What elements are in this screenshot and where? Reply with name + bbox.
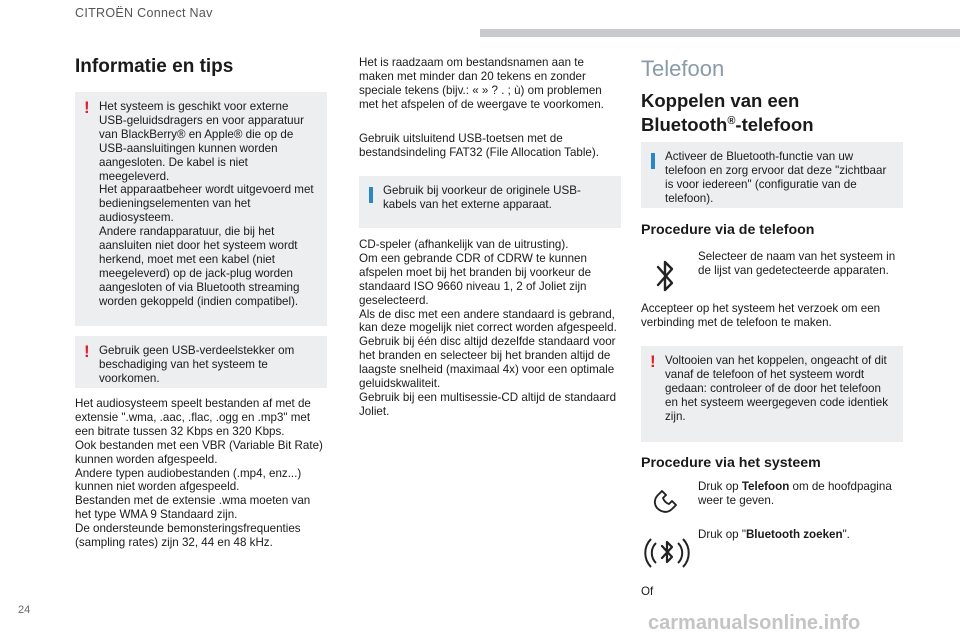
bluetooth-icon (648, 256, 682, 301)
heading-line-2: Bluetooth®-telefoon (641, 114, 814, 136)
warning-box-pairing (641, 346, 903, 442)
select-system-text: Selecteer de naam van het systeem in de lijst van gedetecteerde apparaten. (698, 250, 896, 277)
filename-advice-text: Het is raadzaam om bestandsnamen aan te maken met minder dan 20 tekens en zonder speciale tekens (bijv.: « » ? . ; ù) om problemen met het afspelen of de weergave te voorkomen. (359, 56, 604, 111)
info-icon (369, 187, 373, 203)
warning-text-splitter: Gebruik geen USB-verdeelstekker om beschadiging van het systeem te voorkomen. (99, 344, 295, 385)
page-title: Informatie en tips (75, 56, 234, 77)
warning-text-pairing: Voltooien van het koppelen, ongeacht of dit vanaf de telefoon of het systeem wordt gedaan: controleer of de door het telefoon en het systeem weergegeven code identiek zijn. (665, 354, 888, 423)
step-press-telefoon: Druk op Telefoon om de hoofdpagina weer te geven. (698, 480, 892, 507)
page-number: 24 (18, 604, 31, 616)
heading-bluetooth-pairing (641, 90, 903, 135)
warning-icon: ! (84, 98, 90, 117)
header-bar (480, 29, 960, 37)
bluetooth-search-icon (642, 528, 692, 583)
warning-icon: ! (650, 352, 656, 371)
info-text-bluetooth: Activeer de Bluetooth-functie van uw telefoon en zorg ervoor dat deze "zichtbaar is voor iedereen" (configuratie van de telefoon). (665, 150, 887, 205)
warning-box-usb (75, 92, 327, 326)
or-text: Of (641, 585, 654, 598)
warning-box-splitter (75, 336, 327, 388)
info-box-usb-cable (359, 176, 621, 228)
heading-procedure-system: Procedure via het systeem (641, 455, 821, 471)
audio-formats-text: Het audiosysteem speelt bestanden af met de extensie ".wma, .aac, .flac, .ogg en .mp3" met een bitrate tussen 32 Kbps en 320 Kbps. Ook bestanden met een VBR (Variable Bit Rate) kunnen worden afgespeeld. Andere typen audiobestanden (.mp4, enz...) kunnen niet worden afgespeeld. Bestanden met de extensie .wma moeten van het type WMA 9 Standaard zijn. De ondersteunde bemonsteringsfrequenties (sampling rates) zijn 32, 44 en 48 kHz. (75, 397, 323, 550)
phone-handset-icon (650, 484, 684, 523)
info-text-usb-cable: Gebruik bij voorkeur de originele USB-kabels van het externe apparaat. (383, 184, 581, 211)
header-label: CITROËN Connect Nav (75, 6, 213, 20)
info-box-bluetooth (641, 142, 903, 208)
warning-text-usb: Het systeem is geschikt voor externe USB-geluidsdragers en voor apparatuur van BlackBerry® en Apple® die op de USB-aansluitingen kunnen worden aangesloten. De kabel is niet meegeleverd. Het apparaatbeheer wordt uitgevoerd met bedieningselementen van het audiosysteem. Andere randapparatuur, die bij het aansluiten niet door het systeem wordt herkend, moet met een kabel (niet meegeleverd) op de jack-plug worden aangesloten of via Bluetooth streaming worden gekoppeld (indien compatibel). (99, 100, 314, 308)
heading-line-1: Koppelen van een (641, 90, 800, 111)
heading-procedure-phone: Procedure via de telefoon (641, 222, 815, 238)
accept-request-text: Accepteer op het systeem het verzoek om een verbinding met de telefoon te maken. (641, 302, 881, 329)
cd-player-text: CD-speler (afhankelijk van de uitrusting). Om een gebrande CDR of CDRW te kunnen afspelen moet bij het branden bij voorkeur de standaard ISO 9660 niveau 1, 2 of Joliet zijn geselecteerd. Als de disc met een andere standaard is gebrand, kan deze mogelijk niet correct worden afgespeeld. Gebruik bij één disc altijd dezelfde standaard voor het branden en selecteer bij het branden altijd de laagste snelheid (maximaal 4x) voor een optimale geluidskwaliteit. Gebruik bij een multisessie-CD altijd de standaard Joliet. (359, 238, 617, 418)
info-icon (651, 153, 655, 169)
watermark: carmanualsonline.info (648, 612, 861, 634)
fat32-text: Gebruik uitsluitend USB-toetsen met de bestandsindeling FAT32 (File Allocation Table). (359, 132, 599, 159)
section-title-telefoon: Telefoon (641, 56, 725, 81)
step-press-bluetooth-search: Druk op "Bluetooth zoeken". (698, 528, 850, 541)
warning-icon: ! (84, 342, 90, 361)
